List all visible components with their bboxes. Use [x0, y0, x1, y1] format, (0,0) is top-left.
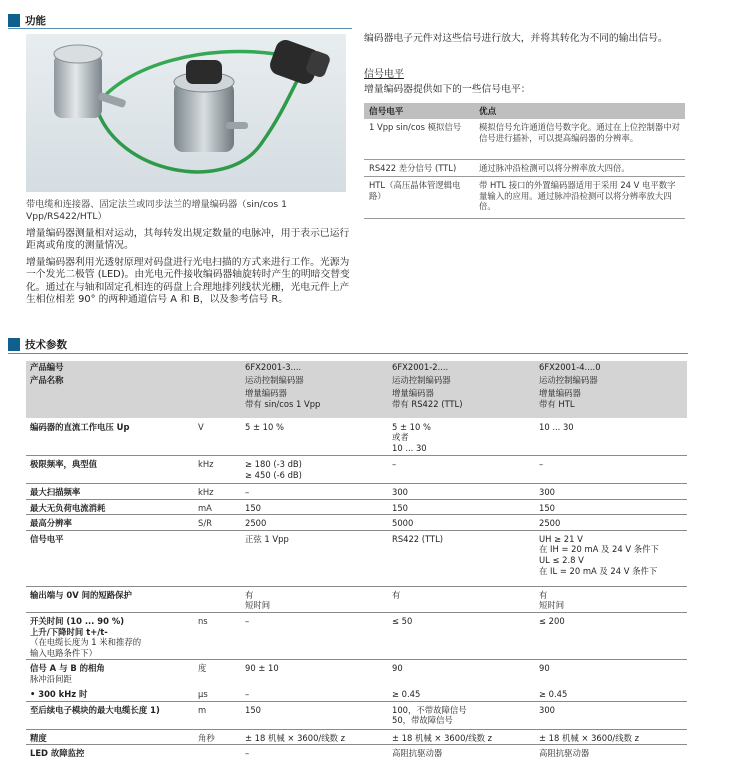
- limit-freq-col2: –: [388, 456, 535, 484]
- text-line: 短时间: [539, 600, 565, 611]
- unit-cell: [194, 374, 241, 418]
- unit-phase-angle: 度: [198, 663, 207, 674]
- spec-row-300khz: [26, 686, 687, 701]
- encoder-body-1: [54, 54, 102, 118]
- label-limit-freq: 极限频率，典型值: [26, 456, 194, 484]
- signal-level-col2: RS422 (TTL): [388, 530, 535, 586]
- label-signal-level: 信号电平: [26, 530, 194, 586]
- resolution-col2: 5000: [388, 515, 535, 531]
- tech-section-header: [8, 336, 67, 352]
- short-circuit-col3: [535, 586, 687, 612]
- text-line: 带有 sin/cos 1 Vpp: [245, 398, 321, 409]
- resolution-col3: 2500: [535, 515, 687, 531]
- label-short-circuit: 输出端与 0V 间的短路保护: [26, 586, 194, 612]
- label-current: 最大无负荷电流消耗: [26, 499, 194, 515]
- unit-cell: [194, 530, 241, 586]
- label-product-name: 产品名称: [26, 374, 194, 418]
- text-line: 上升/下降时间 t+/t-: [30, 626, 108, 637]
- section-divider: [8, 28, 352, 29]
- text-line: UH ≥ 21 V: [539, 533, 583, 544]
- text-line: 脉冲沿间距: [30, 674, 72, 685]
- at300-col3: ≥ 0.45: [535, 686, 687, 701]
- label-accuracy: 精度: [26, 729, 194, 745]
- spec-row-product-name: [26, 374, 687, 418]
- spec-row-cable-length: [26, 701, 687, 729]
- voltage-col1: 5 ± 10 %: [241, 418, 388, 456]
- switching-col2: ≤ 50: [388, 613, 535, 660]
- cable-len-col3: 300: [535, 701, 687, 729]
- advantage-cell: 通过脉冲沿检测可以将分辨率放大四倍。: [474, 159, 685, 177]
- unit-current: mA: [194, 499, 241, 515]
- voltage-col3: 10 ... 30: [535, 418, 687, 456]
- unit-cable-length: m: [194, 701, 241, 729]
- label-cable-length: 至后续电子模块的最大电缆长度 1): [26, 701, 194, 729]
- text-line: 50，带故障信号: [392, 715, 453, 726]
- text-line: 有: [539, 589, 548, 600]
- spec-row-accuracy: [26, 729, 687, 745]
- section-marker: [8, 14, 20, 27]
- section-marker: [8, 338, 20, 351]
- scan-freq-col1: –: [241, 484, 388, 500]
- text-line: 5 ± 10 %: [392, 421, 431, 432]
- unit-cell: [194, 586, 241, 612]
- product-name-col1: [241, 374, 388, 418]
- order-no-col2: 6FX2001-2....: [388, 361, 535, 374]
- spec-row-resolution: [26, 515, 687, 531]
- spec-row-short-circuit: [26, 586, 687, 612]
- text-line: （在电缆长度为 1 米和推荐的: [30, 637, 142, 648]
- resolution-col1: 2500: [241, 515, 388, 531]
- tech-spec-table: [26, 361, 687, 760]
- switching-col3: ≤ 200: [535, 613, 687, 660]
- text-line: 在 IL = 20 mA 及 24 V 条件下: [539, 565, 658, 576]
- switching-col1: –: [241, 613, 388, 660]
- phase-col2: 90: [392, 663, 403, 674]
- unit-cell: [194, 745, 241, 760]
- cable-len-col1: 150: [241, 701, 388, 729]
- cable-len-col2: [388, 701, 535, 729]
- scan-freq-col2: 300: [388, 484, 535, 500]
- table-row: [364, 119, 685, 159]
- voltage-col2: [388, 418, 535, 456]
- encoder-2-connector: [186, 60, 222, 84]
- text-line: 100，不带故障信号: [392, 704, 467, 715]
- label-switching-time: [26, 613, 194, 660]
- scan-freq-col3: 300: [535, 484, 687, 500]
- text-line: 短时间: [245, 600, 271, 611]
- text-line: UL ≤ 2.8 V: [539, 555, 584, 566]
- unit-voltage: V: [194, 418, 241, 456]
- product-name-col3: [535, 374, 687, 418]
- table-row: [364, 159, 685, 177]
- text-line: 增量编码器: [392, 388, 434, 399]
- encoder-1-top: [54, 45, 102, 63]
- at300-col1: –: [241, 686, 388, 701]
- text-line: 有: [245, 589, 254, 600]
- text-line: 运动控制编码器: [245, 374, 304, 385]
- limit-freq-col3: –: [535, 456, 687, 484]
- label-voltage: 编码器的直流工作电压 Up: [26, 418, 194, 456]
- product-name-col2: [388, 374, 535, 418]
- phase-col1: 90 ± 10: [245, 663, 279, 674]
- label-led: LED 故障监控: [30, 748, 85, 759]
- encoder-illustration: [26, 34, 346, 192]
- short-circuit-col1: [241, 586, 388, 612]
- text-line: 运动控制编码器: [539, 374, 598, 385]
- advantage-cell: 带 HTL 接口的外置编码器适用于采用 24 V 电平数字量输入的应用。通过脉冲沿检测可以将分辨率放大四倍。: [474, 177, 685, 219]
- spec-row-phase-angle: [26, 660, 687, 686]
- header-advantage: 优点: [474, 103, 685, 119]
- current-col3: 150: [535, 499, 687, 515]
- text-line: 开关时间 (10 ... 90 %): [30, 616, 125, 627]
- tech-section-title: 技术参数: [25, 338, 67, 351]
- label-scan-freq: 最大扫描频率: [26, 484, 194, 500]
- text-line: 信号 A 与 B 的相角: [30, 663, 105, 674]
- spec-row-limit-freq: [26, 456, 687, 484]
- limit-freq-col1: [241, 456, 388, 484]
- text-line: 增量编码器: [245, 388, 287, 399]
- signal-table-header: [364, 103, 685, 119]
- spec-row-scan-freq: [26, 484, 687, 500]
- signal-level-table: [364, 103, 685, 219]
- section-divider: [8, 353, 688, 354]
- unit-accuracy: 角秒: [194, 729, 241, 745]
- paragraph-measurement: 增量编码器测量相对运动，其每转发出规定数量的电脉冲，用于表示已运行距离或角度的测量情况。: [26, 228, 350, 252]
- current-col2: 150: [388, 499, 535, 515]
- spec-row-current: [26, 499, 687, 515]
- text-line: 增量编码器: [539, 388, 581, 399]
- signal-level-heading: 信号电平: [364, 69, 404, 80]
- label-phase-angle: [26, 660, 194, 686]
- text-line: 带有 HTL: [539, 398, 575, 409]
- order-no-col3: 6FX2001-4....0: [535, 361, 687, 374]
- unit-switching-time: ns: [194, 613, 241, 660]
- phase-col3: 90: [539, 663, 550, 674]
- function-section-title: 功能: [25, 14, 46, 27]
- led-col1: –: [245, 748, 250, 759]
- paragraph-principle: 增量编码器利用光透射原理对码盘进行光电扫描的方式来进行工作。光源为一个发光二极管 (LED)。由光电元件接收编码器轴旋转时产生的明暗交替变化。通过在与轴和固定孔相连的码盘上合理地排列线状光栅，光电元件上产生相位相差 90° 的两种通道信号 A 和 B，以及参考信号 R。: [26, 257, 350, 306]
- encoder-2-shaft: [226, 122, 248, 129]
- spec-row-signal-level: [26, 530, 687, 586]
- signal-level-cell: HTL（高压晶体管逻辑电路）: [364, 177, 474, 219]
- unit-resolution: S/R: [194, 515, 241, 531]
- text-line: 带有 RS422 (TTL): [392, 398, 463, 409]
- accuracy-col1: ± 18 机械 × 3600/线数 z: [241, 729, 388, 745]
- text-line: 或者: [392, 432, 409, 443]
- signal-level-col1: 正弦 1 Vpp: [241, 530, 388, 586]
- unit-300khz: μs: [194, 686, 241, 701]
- order-no-col1: 6FX2001-3....: [241, 361, 388, 374]
- accuracy-col2: ± 18 机械 × 3600/线数 z: [388, 729, 535, 745]
- label-300khz: • 300 kHz 时: [26, 686, 194, 701]
- unit-limit-freq: kHz: [194, 456, 241, 484]
- spec-row-led: [26, 745, 687, 760]
- label-order-no: 产品编号: [26, 361, 194, 374]
- text-line: ≥ 450 (-6 dB): [245, 469, 302, 480]
- signal-level-cell: RS422 差分信号 (TTL): [364, 159, 474, 177]
- text-line: 在 IH = 20 mA 及 24 V 条件下: [539, 544, 659, 555]
- amplification-text: 编码器电子元件对这些信号进行放大，并将其转化为不同的输出信号。: [364, 33, 668, 44]
- unit-scan-freq: kHz: [194, 484, 241, 500]
- spec-row-switching-time: [26, 613, 687, 660]
- advantage-cell: 模拟信号允许通道信号数字化。通过在上位控制器中对信号进行插补，可以提高编码器的分辨率。: [474, 119, 685, 159]
- spec-row-order-no: [26, 361, 687, 374]
- label-resolution: 最高分辨率: [26, 515, 194, 531]
- spec-row-voltage: [26, 418, 687, 456]
- unit-cell: [194, 361, 241, 374]
- encoder-product-photo: [26, 34, 346, 192]
- signal-level-col3: [535, 530, 687, 586]
- function-section-header: [8, 12, 46, 28]
- led-col2: 高阻抗驱动器: [392, 748, 443, 759]
- short-circuit-col2: 有: [388, 586, 535, 612]
- signal-level-intro: 增量编码器提供如下的一些信号电平：: [364, 84, 531, 95]
- table-row: [364, 177, 685, 219]
- current-col1: 150: [241, 499, 388, 515]
- signal-level-cell: 1 Vpp sin/cos 模拟信号: [364, 119, 474, 159]
- text-line: 输入电路条件下）: [30, 647, 97, 658]
- accuracy-col3: ± 18 机械 × 3600/线数 z: [535, 729, 687, 745]
- photo-caption: 带电缆和连接器、固定法兰或同步法兰的增量编码器（sin/cos 1 Vpp/RS422/HTL）: [26, 199, 287, 222]
- text-line: 运动控制编码器: [392, 374, 451, 385]
- at300-col2: ≥ 0.45: [388, 686, 535, 701]
- led-col3: 高阻抗驱动器: [539, 748, 590, 759]
- text-line: 10 ... 30: [392, 442, 427, 453]
- header-signal-level: 信号电平: [364, 103, 474, 119]
- text-line: ≥ 180 (-3 dB): [245, 459, 302, 470]
